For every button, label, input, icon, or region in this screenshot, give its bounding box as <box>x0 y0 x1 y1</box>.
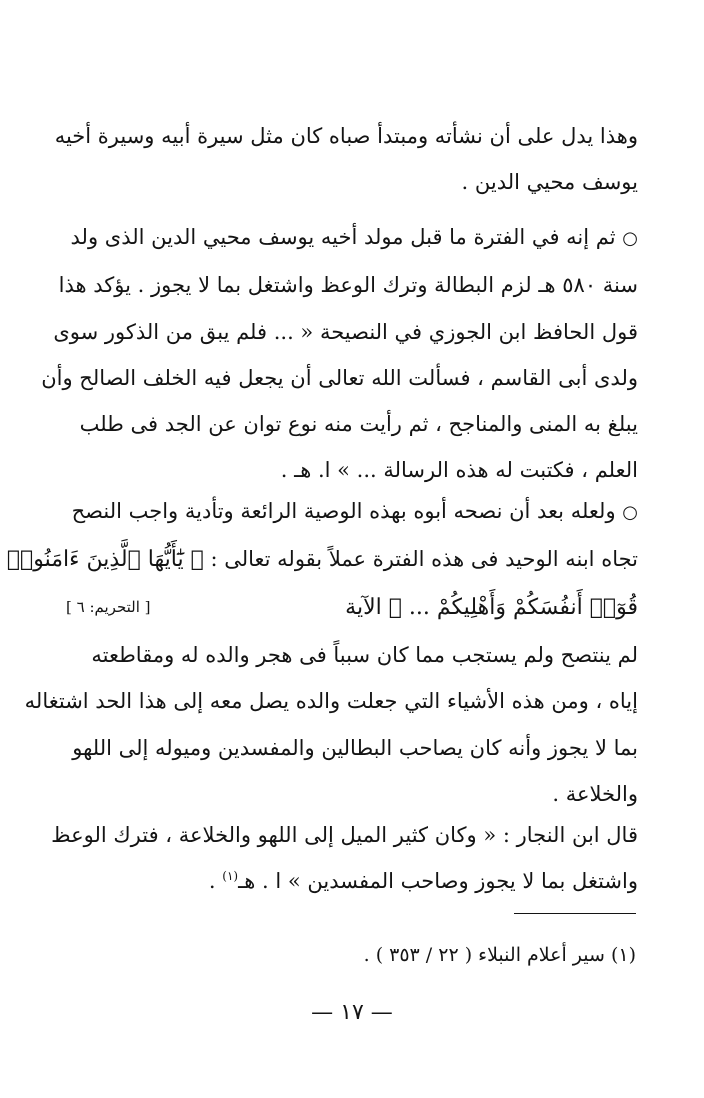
page-number: — ١٧ — <box>311 1000 393 1025</box>
footnote-reference: (١) <box>222 869 239 884</box>
text-line: والخلاعة . <box>552 781 638 806</box>
text-line: بما لا يجوز وأنه كان يصاحب البطالين والمفسدين وميوله إلى اللهو <box>72 735 638 760</box>
paragraph-3 <box>6 488 638 631</box>
text-line <box>66 488 638 536</box>
paragraph-2 <box>41 214 638 494</box>
verse-citation: [ التحريم: ٦ ] <box>66 597 151 616</box>
text-line <box>66 858 638 904</box>
text-line: سنة ٥٨٠ هـ لزم البطالة وترك الوعظ واشتغل بما لا يجوز . يؤكد هذا <box>58 273 638 298</box>
text-segment: تجاه ابنه الوحيد فى هذه الفترة عملاً بقوله تعالى : <box>210 547 638 572</box>
paragraph-1 <box>54 113 638 206</box>
text-line: وهذا يدل على أن نشأته ومبتدأ صباه كان مثل سيرة أبيه وسيرة أخيه <box>54 124 638 148</box>
text-segment: ولعله بعد أن نصحه أبوه بهذه الوصية الرائعة وتأدية واجب النصح <box>71 499 616 523</box>
text-line <box>66 584 638 631</box>
circle-marker-icon: ○ <box>622 228 638 249</box>
text-line: العلم ، فكتبت له هذه الرسالة ... » ا. هـ . <box>280 458 638 483</box>
text-line: يبلغ به المنى والمناجح ، ثم رأيت منه نوع توان عن الجد فى طلب <box>79 412 638 437</box>
text-line: ولدى أبى القاسم ، فسألت الله تعالى أن يجعل فيه الخلف الصالح وأن <box>41 365 638 390</box>
footnote-divider <box>514 913 636 914</box>
paragraph-4 <box>24 632 638 817</box>
quran-verse: قُوٓا۟ أَنفُسَكُمْ وَأَهْلِيكُمْ ... ﴾ الآية <box>345 594 638 620</box>
circle-marker-icon: ○ <box>622 502 638 523</box>
text-segment: ثم إنه في الفترة ما قبل مولد أخيه يوسف محيي الدين الذى ولد <box>70 225 616 249</box>
text-line: لم ينتصح ولم يستجب مما كان سبباً فى هجر والده له ومقاطعته <box>91 643 638 667</box>
text-line: قول الحافظ ابن الجوزي في النصيحة « ... فلم يبق من الذكور سوى <box>53 319 638 344</box>
text-segment: . <box>208 869 216 894</box>
text-line <box>66 214 638 262</box>
text-line: قال ابن النجار : « وكان كثير الميل إلى اللهو والخلاعة ، فترك الوعظ <box>51 823 638 847</box>
quran-verse: ﴿ يَٰٓأَيُّهَا ٱلَّذِينَ ءَامَنُوا۟ <box>6 547 204 573</box>
text-line <box>6 536 638 583</box>
footnote: (١) سير أعلام النبلاء ( ٢٢ / ٣٥٣ ) . <box>363 944 636 966</box>
text-line: يوسف محيي الدين . <box>461 170 638 195</box>
paragraph-5 <box>51 812 638 905</box>
text-segment: واشتغل بما لا يجوز وصاحب المفسدين » ا . هـ <box>238 869 638 894</box>
text-line: إياه ، ومن هذه الأشياء التي جعلت والده يصل معه إلى هذا الحد اشتغاله <box>24 689 638 714</box>
